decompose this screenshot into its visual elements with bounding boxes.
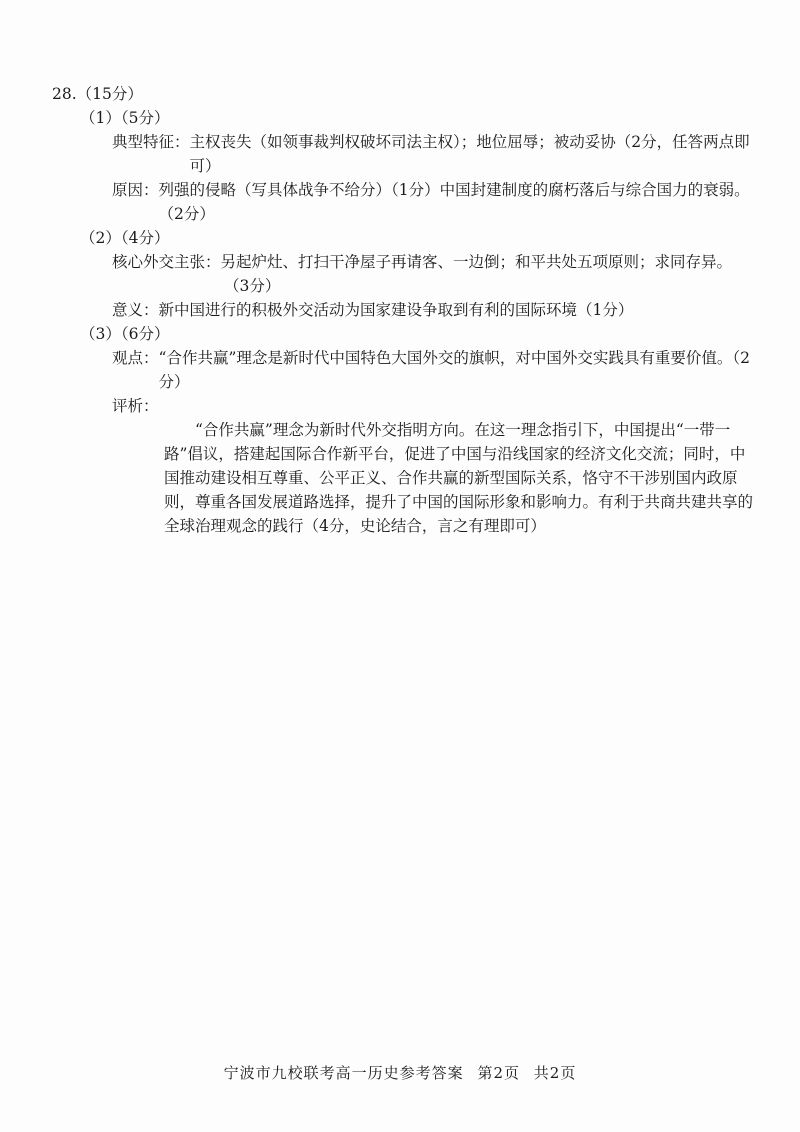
reason-text: 列强的侵略（写具体战争不给分）（1分）中国封建制度的腐朽落后与综合国力的衰弱。（2分） — [158, 181, 750, 223]
reason-label: 原因： — [112, 181, 159, 199]
part2-meaning — [52, 298, 760, 322]
part3-view — [52, 346, 760, 394]
footer-title: 宁波市九校联考高一历史参考答案 — [223, 1064, 464, 1082]
view-text: “合作共赢”理念是新时代中国特色大国外交的旗帜，对中国外交实践具有重要价值。（2分） — [158, 349, 750, 391]
part2-heading: （2）（4分） — [80, 229, 170, 247]
analysis-label: 评析： — [112, 397, 159, 415]
question-title: 28.（15分） — [52, 85, 143, 103]
part1-heading: （1）（5分） — [80, 109, 170, 127]
feature-label: 典型特征： — [112, 133, 190, 151]
core-score: （3分） — [224, 277, 281, 295]
page-footer — [0, 1062, 800, 1083]
core-label: 核心外交主张： — [112, 253, 221, 271]
footer-page-total: 共2页 — [533, 1064, 577, 1082]
part1-feature — [52, 130, 760, 178]
part3-heading: （3）（6分） — [80, 325, 170, 343]
view-label: 观点： — [112, 349, 159, 367]
part1-reason — [52, 178, 760, 226]
analysis-paragraph: “合作共赢”理念为新时代外交指明方向。在这一理念指引下，中国提出“一带一路”倡议，搭建起国际合作新平台，促进了中国与沿线国家的经济文化交流；同时，中国推动建设相互尊重、公平正义、合作共赢的新型国际关系，恪守不干涉别国内政原则，尊重各国发展道路选择，提升了中国的国际形象和影响力。有利于共商共建共享的全球治理观念的践行（4分，史论结合，言之有理即可） — [164, 421, 754, 535]
footer-page-number: 第2页 — [477, 1064, 520, 1082]
answer-content — [52, 82, 760, 538]
core-text: 另起炉灶、打扫干净屋子再请客、一边倒；和平共处五项原则；求同存异。 — [220, 253, 733, 271]
part2-core — [52, 250, 760, 274]
meaning-text: 新中国进行的积极外交活动为国家建设争取到有利的国际环境（1分） — [158, 301, 634, 319]
meaning-label: 意义： — [112, 301, 159, 319]
feature-text: 主权丧失（如领事裁判权破坏司法主权）；地位屈辱；被动妥协（2分，任答两点即可） — [189, 133, 750, 175]
